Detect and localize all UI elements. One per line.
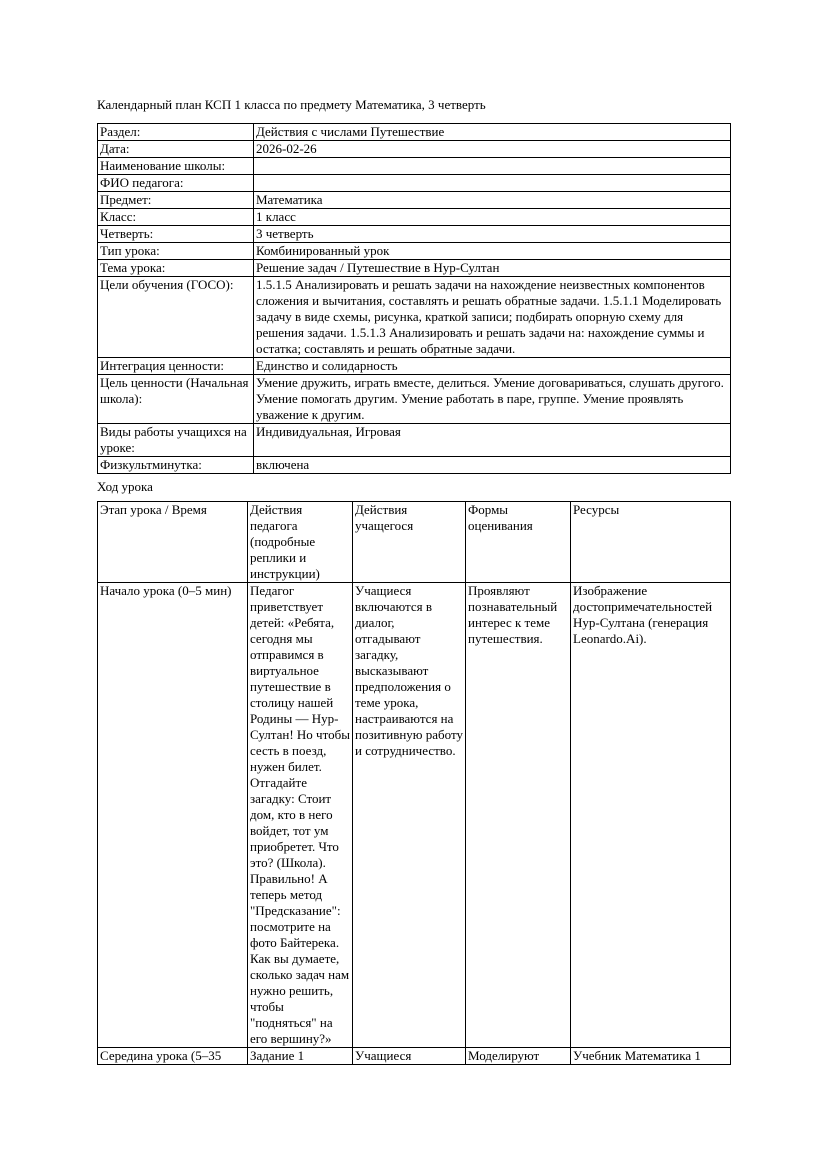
- lesson-col-header-assessment: Формы оценивания: [466, 502, 571, 583]
- info-label: Цели обучения (ГОСО):: [98, 277, 254, 358]
- info-label: Предмет:: [98, 192, 254, 209]
- info-label: Интеграция ценности:: [98, 358, 254, 375]
- info-row-lesson-type: [98, 243, 731, 260]
- info-label: Раздел:: [98, 124, 254, 141]
- info-row-lesson-topic: [98, 260, 731, 277]
- lesson-resources-cell: Учебник Математика 1: [571, 1048, 731, 1065]
- info-value: Математика: [254, 192, 731, 209]
- info-value: включена: [254, 457, 731, 474]
- lesson-col-header-student-actions: Действия учащегося: [353, 502, 466, 583]
- document-title: Календарный план КСП 1 класса по предмету Математика, 3 четверть: [97, 97, 486, 112]
- info-value: Единство и солидарность: [254, 358, 731, 375]
- info-table: [97, 123, 731, 474]
- info-label: Виды работы учащихся на уроке:: [98, 424, 254, 457]
- info-label: ФИО педагога:: [98, 175, 254, 192]
- lesson-assessment-cell: Проявляют познавательный интерес к теме путешествия.: [466, 583, 571, 1048]
- info-label: Тип урока:: [98, 243, 254, 260]
- info-value: Индивидуальная, Игровая: [254, 424, 731, 457]
- info-row-razdel: [98, 124, 731, 141]
- info-row-school: [98, 158, 731, 175]
- info-row-physical-minute: [98, 457, 731, 474]
- info-label: Наименование школы:: [98, 158, 254, 175]
- info-label: Физкультминутка:: [98, 457, 254, 474]
- lesson-col-header-teacher-actions: Действия педагога (подробные реплики и инструкции): [248, 502, 353, 583]
- info-row-quarter: [98, 226, 731, 243]
- lesson-teacher-actions-cell: Задание 1: [248, 1048, 353, 1065]
- info-row-work-types: [98, 424, 731, 457]
- info-value: Комбинированный урок: [254, 243, 731, 260]
- lesson-student-actions-cell: Учащиеся включаются в диалог, отгадывают загадку, высказывают предположения о теме урока, настраиваются на позитивную работу и сотрудничество.: [353, 583, 466, 1048]
- info-value: Умение дружить, играть вместе, делиться. Умение договариваться, слушать другого. Умение помогать другим. Умение работать в паре, группе. Умение проявлять уважение к другим.: [254, 375, 731, 424]
- lesson-table: [97, 501, 731, 1065]
- info-value: [254, 175, 731, 192]
- info-row-values-goal: [98, 375, 731, 424]
- lesson-stage-cell: Начало урока (0–5 мин): [98, 583, 248, 1048]
- info-label: Класс:: [98, 209, 254, 226]
- lesson-col-header-resources: Ресурсы: [571, 502, 731, 583]
- lesson-resources-cell: Изображение достопримечательностей Нур-Султана (генерация Leonardo.Ai).: [571, 583, 731, 1048]
- info-row-subject: [98, 192, 731, 209]
- info-row-data: [98, 141, 731, 158]
- info-row-goals: [98, 277, 731, 358]
- info-value: 1.5.1.5 Анализировать и решать задачи на нахождение неизвестных компонентов сложения и вычитания, составлять и решать обратные задачи. 1.5.1.1 Моделировать задачу в виде схемы, рисунка, краткой записи; подбирать опорную схему для решения задачи. 1.5.1.3 Анализировать и решать задачи на: нахождение суммы и остатка; составлять и решать обратные задачи.: [254, 277, 731, 358]
- info-label: Четверть:: [98, 226, 254, 243]
- section-heading: Ход урока: [97, 479, 153, 494]
- info-value: 2026-02-26: [254, 141, 731, 158]
- lesson-col-header-stage: Этап урока / Время: [98, 502, 248, 583]
- lesson-stage-cell: Середина урока (5–35: [98, 1048, 248, 1065]
- document-content: [97, 97, 730, 1065]
- lesson-row-middle-truncated: [98, 1048, 731, 1065]
- info-value: Решение задач / Путешествие в Нур-Султан: [254, 260, 731, 277]
- lesson-row-start: [98, 583, 731, 1048]
- info-value: 1 класс: [254, 209, 731, 226]
- info-value: Действия с числами Путешествие: [254, 124, 731, 141]
- info-value: [254, 158, 731, 175]
- info-label: Дата:: [98, 141, 254, 158]
- info-label: Цель ценности (Начальная школа):: [98, 375, 254, 424]
- info-row-teacher: [98, 175, 731, 192]
- lesson-header-row: [98, 502, 731, 583]
- info-row-values-integration: [98, 358, 731, 375]
- info-label: Тема урока:: [98, 260, 254, 277]
- lesson-teacher-actions-cell: Педагог приветствует детей: «Ребята, сегодня мы отправимся в виртуальное путешествие в столицу нашей Родины — Нур-Султан! Но чтобы сесть в поезд, нужен билет. Отгадайте загадку: Стоит дом, кто в него войдет, тот ум приобретет. Что это? (Школа). Правильно! А теперь метод "Предсказание": посмотрите на фото Байтерека. Как вы думаете, сколько задач нам нужно решить, чтобы "подняться" на его вершину?»: [248, 583, 353, 1048]
- info-row-class: [98, 209, 731, 226]
- lesson-student-actions-cell: Учащиеся: [353, 1048, 466, 1065]
- info-value: 3 четверть: [254, 226, 731, 243]
- lesson-assessment-cell: Моделируют: [466, 1048, 571, 1065]
